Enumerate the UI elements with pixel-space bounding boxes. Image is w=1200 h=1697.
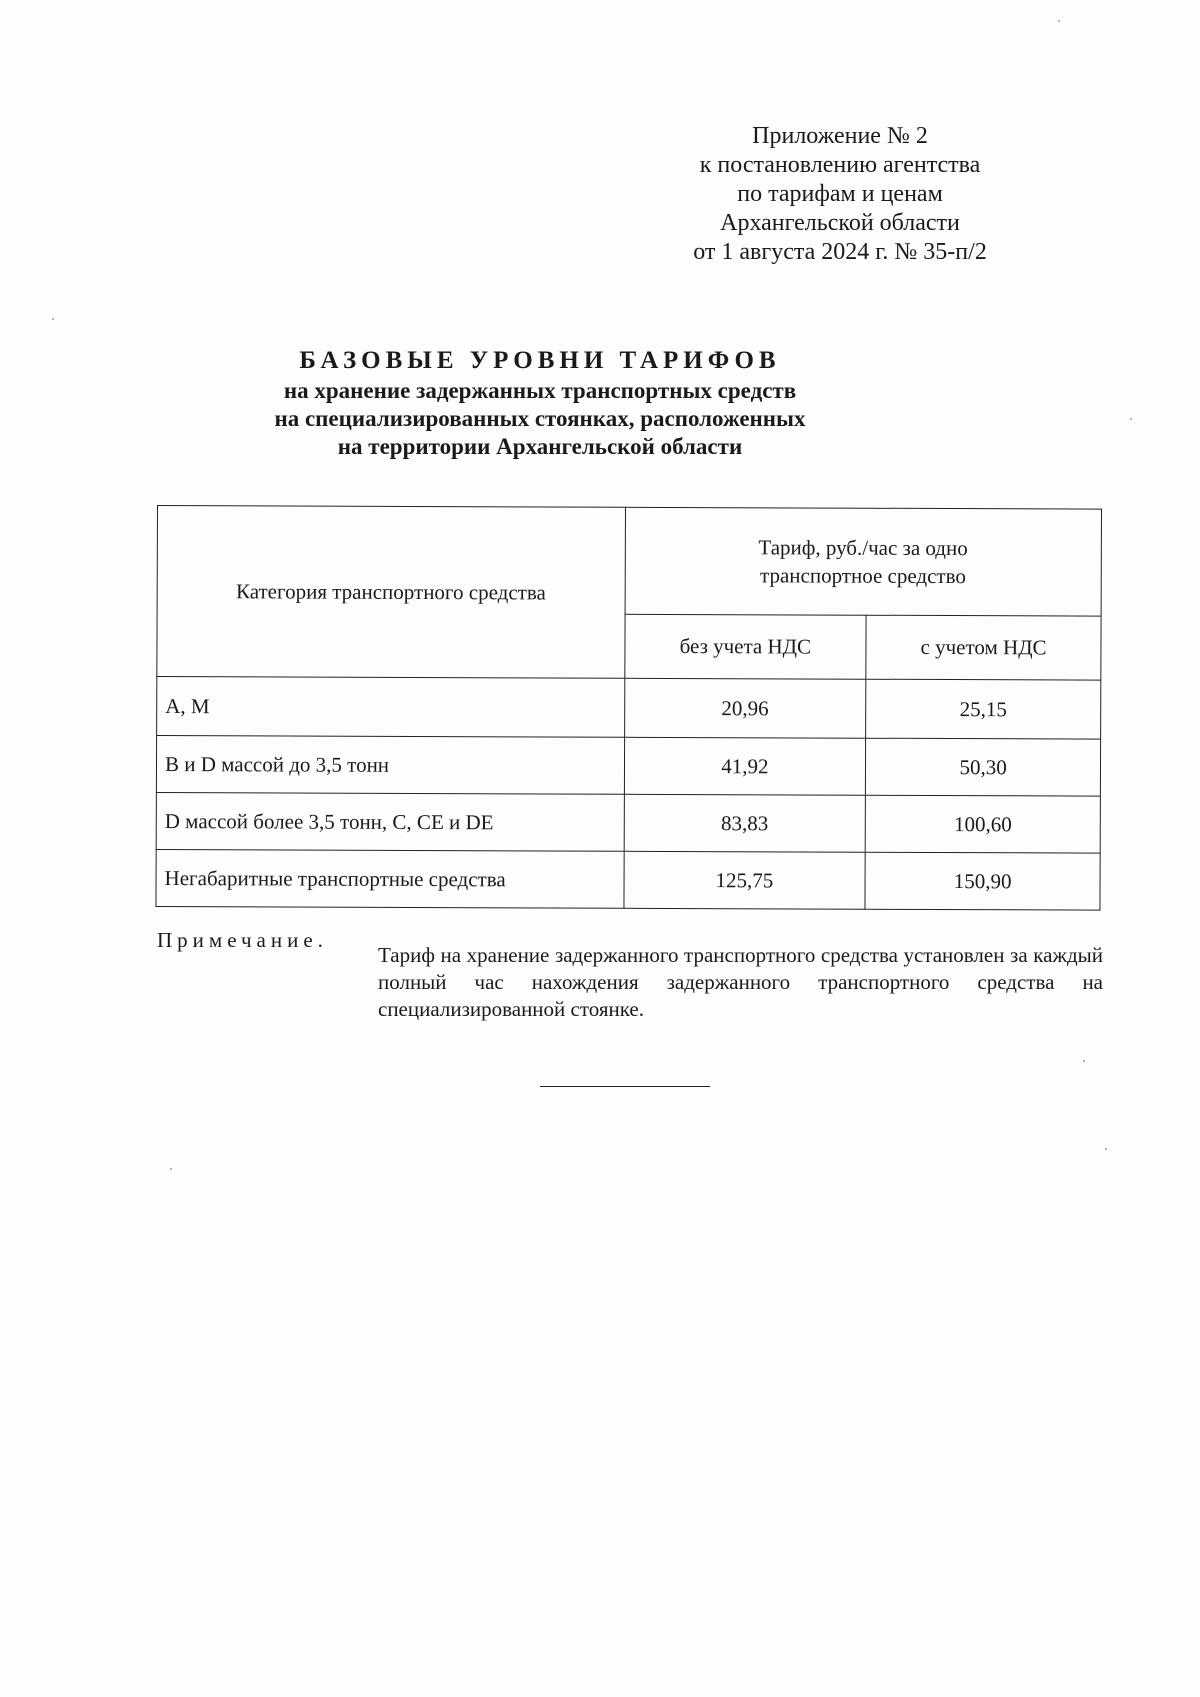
header-tariff-line-1: Тариф, руб./час за одно <box>758 535 968 561</box>
note-label: Примечание. <box>157 928 328 952</box>
row-with-vat: 25,15 <box>866 679 1101 739</box>
row-category: A, M <box>157 677 625 738</box>
row-category: Негабаритные транспортные средства <box>156 849 624 908</box>
appendix-line-1: Приложение № 2 <box>752 123 928 149</box>
appendix-line-4: Архангельской области <box>720 210 960 236</box>
header-without-vat: без учета НДС <box>624 614 866 679</box>
scan-speck <box>1058 20 1060 22</box>
row-without-vat: 125,75 <box>623 851 865 909</box>
row-without-vat: 41,92 <box>624 737 866 795</box>
note-text: Тариф на хранение задержанного транспортного средства установлен за каждый полный час нахождения задержанного транспортного средства на специализированной стоянке. <box>378 943 1103 1021</box>
table-row <box>156 792 1100 853</box>
header-category: Категория транспортного средства <box>157 506 625 679</box>
header-tariff <box>625 507 1102 616</box>
appendix-line-5: от 1 августа 2024 г. № 35-п/2 <box>693 239 987 265</box>
scan-speck <box>1105 1148 1107 1150</box>
scan-speck <box>52 318 54 320</box>
header-with-vat: с учетом НДС <box>866 615 1101 680</box>
row-category: D массой более 3,5 тонн, C, CE и DE <box>156 792 624 851</box>
title-main: БАЗОВЫЕ УРОВНИ ТАРИФОВ <box>299 347 781 374</box>
closing-rule <box>540 1086 710 1087</box>
tariff-table <box>155 505 1102 911</box>
row-with-vat: 100,60 <box>865 795 1100 853</box>
scan-speck <box>1130 418 1132 420</box>
table-header-row <box>157 506 1101 616</box>
table-row <box>156 849 1100 910</box>
header-tariff-line-2: транспортное средство <box>760 563 966 589</box>
document-title <box>200 345 880 461</box>
row-without-vat: 83,83 <box>624 794 866 852</box>
appendix-line-3: по тарифам и ценам <box>737 181 943 207</box>
appendix-header <box>680 122 1000 267</box>
title-sub-2: на специализированных стоянках, расположенных <box>274 406 806 431</box>
row-without-vat: 20,96 <box>624 678 866 738</box>
appendix-line-2: к постановлению агентства <box>699 152 981 178</box>
title-sub-1: на хранение задержанных транспортных средств <box>283 378 797 403</box>
table-row <box>156 736 1100 797</box>
scan-speck <box>1083 1060 1085 1062</box>
title-sub-3: на территории Архангельской области <box>337 434 743 459</box>
row-with-vat: 50,30 <box>866 738 1101 796</box>
row-category: B и D массой до 3,5 тонн <box>156 736 624 795</box>
scan-speck <box>170 1168 172 1170</box>
table-row <box>157 677 1101 740</box>
row-with-vat: 150,90 <box>865 852 1100 910</box>
